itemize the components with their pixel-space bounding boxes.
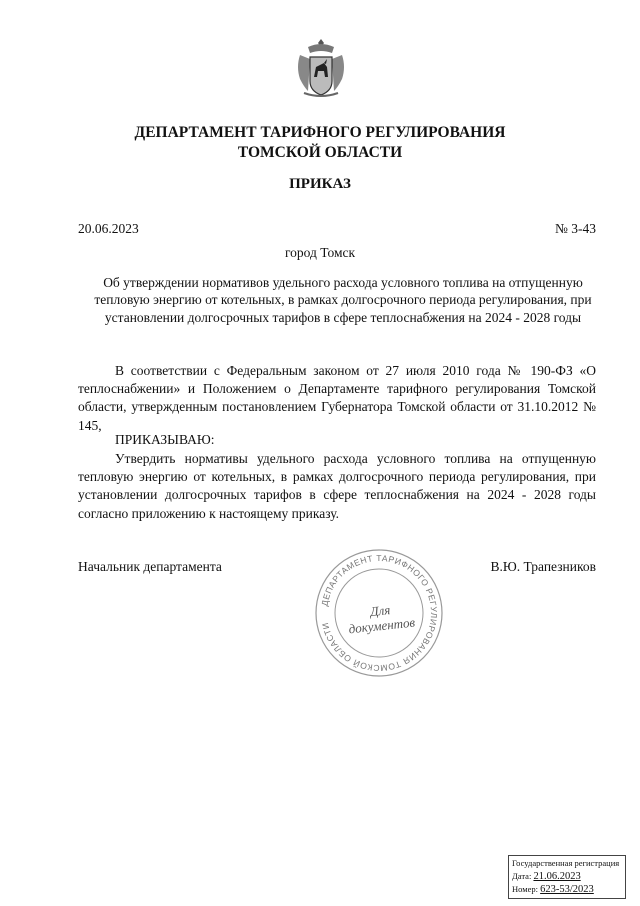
coat-of-arms-icon (294, 37, 348, 100)
order-paragraph: Утвердить нормативы удельного расхода условного топлива на отпущенную тепловую энергию от котельных, в рамках долгосрочного периода регулирования, при установлении долгосрочных тарифов в сфере теплоснабжения на 2024 - 2028 годы согласно приложению к настоящему приказу. (78, 451, 596, 521)
seal-ring-text: ДЕПАРТАМЕНТ ТАРИФНОГО РЕГУЛИРОВАНИЯ ТОМСКОЙ ОБЛАСТИ (319, 552, 440, 674)
seal-inner-line2: документов (347, 614, 416, 637)
registration-number-label: Номер: (512, 884, 538, 894)
department-title-line1: ДЕПАРТАМЕНТ ТАРИФНОГО РЕГУЛИРОВАНИЯ (134, 124, 506, 141)
registration-number-value: 623-53/2023 (540, 884, 594, 895)
orders-heading: ПРИКАЗЫВАЮ: (115, 432, 215, 447)
signatory-position: Начальник департамента (78, 559, 222, 574)
seal-inner-line1: Для (369, 602, 391, 620)
registration-stamp (508, 855, 626, 899)
document-date: 20.06.2023 (78, 221, 139, 236)
document-subject: Об утверждении нормативов удельного расхода условного топлива на отпущенную тепловую энергию от котельных, в рамках долгосрочного периода регулирования, при установлении долгосрочных тарифов в сфере теплоснабжения на 2024 - 2028 годы (94, 275, 592, 325)
document-type: ПРИКАЗ (289, 176, 351, 192)
department-title-line2: ТОМСКОЙ ОБЛАСТИ (237, 144, 403, 161)
registration-date-label: Дата: (512, 871, 532, 881)
document-city: город Томск (284, 245, 356, 260)
registration-title: Государственная регистрация (512, 858, 620, 868)
registration-number-row (512, 883, 622, 896)
registration-date-row (512, 870, 622, 883)
registration-date-value: 21.06.2023 (533, 871, 581, 882)
preamble-paragraph: В соответствии с Федеральным законом от 27 июля 2010 года № 190-ФЗ «О теплоснабжении» и Положением о Департаменте тарифного регулирования Томской области, утвержденным постановлением Губернатора Томской области от 31.10.2012 № 145, (78, 363, 596, 433)
document-number: № 3-43 (554, 221, 596, 236)
signatory-name: В.Ю. Трапезников (490, 559, 596, 574)
